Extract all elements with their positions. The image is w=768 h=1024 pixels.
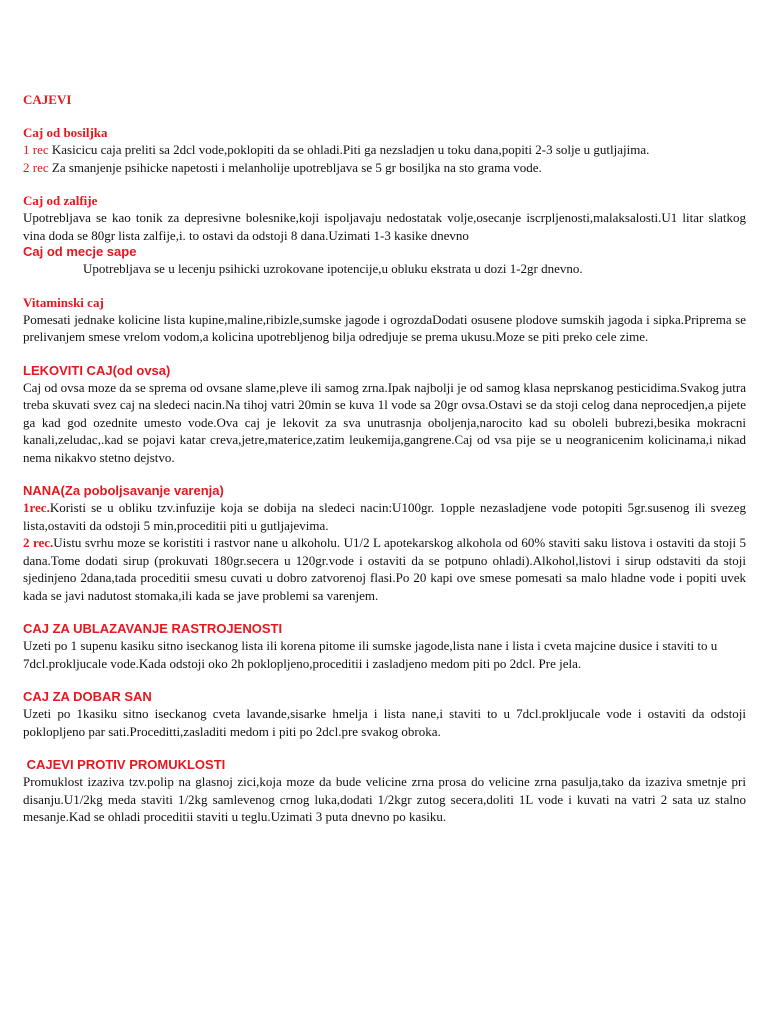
recipe-paragraph [23, 534, 746, 604]
section-heading: Caj od mecje sape [23, 244, 137, 259]
recipe-marker: 2 rec. [23, 535, 54, 550]
section-heading: LEKOVITI CAJ(od ovsa) [23, 362, 171, 378]
document-title: CAJEVI [23, 92, 72, 107]
recipe-marker: 1rec. [23, 500, 50, 515]
recipe-text: Za smanjenje psihicke napetosti i melanholije upotrebljava se 5 gr bosiljka na sto grama vode. [48, 159, 542, 175]
section-heading: Caj od bosiljka [23, 125, 108, 140]
section-rastrojenost [23, 621, 746, 672]
recipe-text: Koristi se u obliku tzv.infuzije koja se dobija na sledeci nacin:U100gr. 1opple nezasladjene vode potopiti 5gr.susenog ili svezeg lista,ostaviti da odstoji 5 min,proceditii piti u gutljajevima. [23, 500, 746, 533]
section-paragraph: Uzeti po 1kasiku sitno iseckanog cveta lavande,sisarke hmelja i lista nane,i staviti to u 7dcl.prokljucale vode i ostaviti da odstoji poklopljeno par sati.Proceditti,zasladiti medom i piti po 2dcl.pre svakog obroka. [23, 706, 746, 739]
recipe-paragraph [23, 499, 746, 534]
section-paragraph: Upotrebljava se kao tonik za depresivne bolesnike,koji ispoljavaju nedostatak volje,osecanje iscrpljenosti,malaksalosti.U1 litar slatkog vina doda se 80gr lista zalfije,i. to ostavi da odstoji 8 dana.Uzimati 1-3 kasike dnevno [23, 210, 746, 243]
section-vitaminski-caj [23, 295, 746, 346]
recipe-text: Uistu svrhu moze se koristiti i rastvor nane u alkoholu. U1/2 L apotekarskog alkohola od 60% staviti saku listova i ostaviti da stoji 5 dana.Tome dodati sirup (prokuvati 180gr.secera u 120gr.vode i ostaviti da se potpuno ohladi).Alkohol,listovi i sirup odstaviti da stoji sjedinjeno 2dana,tada proceditii smesu cuvati u dobro zatvorenoj flasi.Po 20 kapi ove smese pomesati sa malo hladne vode i popiti uvek kada se javi nadutost stomaka,ili kada se jave problemi sa varenjem. [23, 535, 746, 603]
section-paragraph: Pomesati jednake kolicine lista kupine,maline,ribizle,sumske jagode i ogrozdaDodati osusene plodove sumskih jagoda i sipka.Priprema se prelivanjem smese vrelom vodom,a kolicina upotrebljenog bilja odredjuje se prema ukusu.Moze se piti preko cele zime. [23, 311, 746, 344]
section-promuklost [23, 757, 746, 826]
section-heading: Vitaminski caj [23, 294, 104, 310]
section-lekoviti-caj [23, 363, 746, 467]
section-heading: CAJ ZA DOBAR SAN [23, 689, 152, 704]
section-paragraph: Caj od ovsa moze da se sprema od ovsane slame,pleve ili samog zrna.Ipak najbolji je od samog klasa neprskanog pesticidima.Svakog jutra treba skuvati svez caj na sledeci nacin.Na tihoj vatri 20min se kuva 1l vode sa 20gr ovsa.Ostavi se da stoji celog dana neprocedjen,a pijete ga kad god ozednite umesto vode.Ova caj je lekovit za sva unutrasnja oboljenja,narocito kad su oboleli bubrezi,besika mokracni kanali,zeludac,.kad se pojavi katar creva,jetre,materice,zatim leukemija,gangrene.Caj od vsa pije se u neogranicenim kolicinama,i nikad nema nikakvo stetno dejstvo. [23, 379, 746, 465]
recipe-text: Kasicicu caja preliti sa 2dcl vode,poklopiti da se ohladi.Piti ga nezsladjen u toku dana,popiti 2-3 solje u gutljajima. [48, 142, 650, 157]
section-paragraph: Uzeti po 1 supenu kasiku sitno iseckanog lista ili korena pitome ili sumske jagode,lista nane i lista i cveta majcine dusice i staviti to u 7dcl.prokljucale vode.Kada odstoji oko 2h poklopljeno,proceditii i zasladjeno medom piti po 2dcl. Pre jela. [23, 638, 718, 671]
section-heading: CAJEVI PROTIV PROMUKLOSTI [23, 757, 226, 772]
section-nana [23, 483, 746, 604]
section-mecja-sapa [23, 244, 746, 278]
section-bosiljak [23, 125, 746, 176]
section-paragraph: Upotrebljava se u lecenju psihicki uzrokovane ipotencije,u obluku ekstrata u dozi 1-2gr dnevno. [83, 261, 583, 276]
section-zalfija [23, 193, 746, 244]
section-heading: NANA(Za poboljsavanje varenja) [23, 483, 224, 498]
section-heading: CAJ ZA UBLAZAVANJE RASTROJENOSTI [23, 621, 283, 636]
section-heading: Caj od zalfije [23, 193, 98, 208]
recipe-paragraph [23, 159, 746, 177]
section-dobar-san [23, 689, 746, 740]
recipe-marker: 1 rec [23, 142, 49, 157]
section-paragraph: Promuklost izaziva tzv.polip na glasnoj zici,koja moze da bude velicine zrna prosa do velicine zrna pasulja,tako da izaziva smetnje pri disanju.U1/2kg meda staviti 1/2kg samlevenog crnog luka,dodati 1/2kgr zutog secera,doliti 1L vode i kuvati na vatri 2 sata uz stalno mesanje.Kad se ohladi proceditii staviti u teglu.Uzimati 3 puta dnevno po kasiku. [23, 774, 746, 824]
recipe-marker: 2 rec [23, 159, 49, 175]
recipe-paragraph [23, 141, 746, 159]
